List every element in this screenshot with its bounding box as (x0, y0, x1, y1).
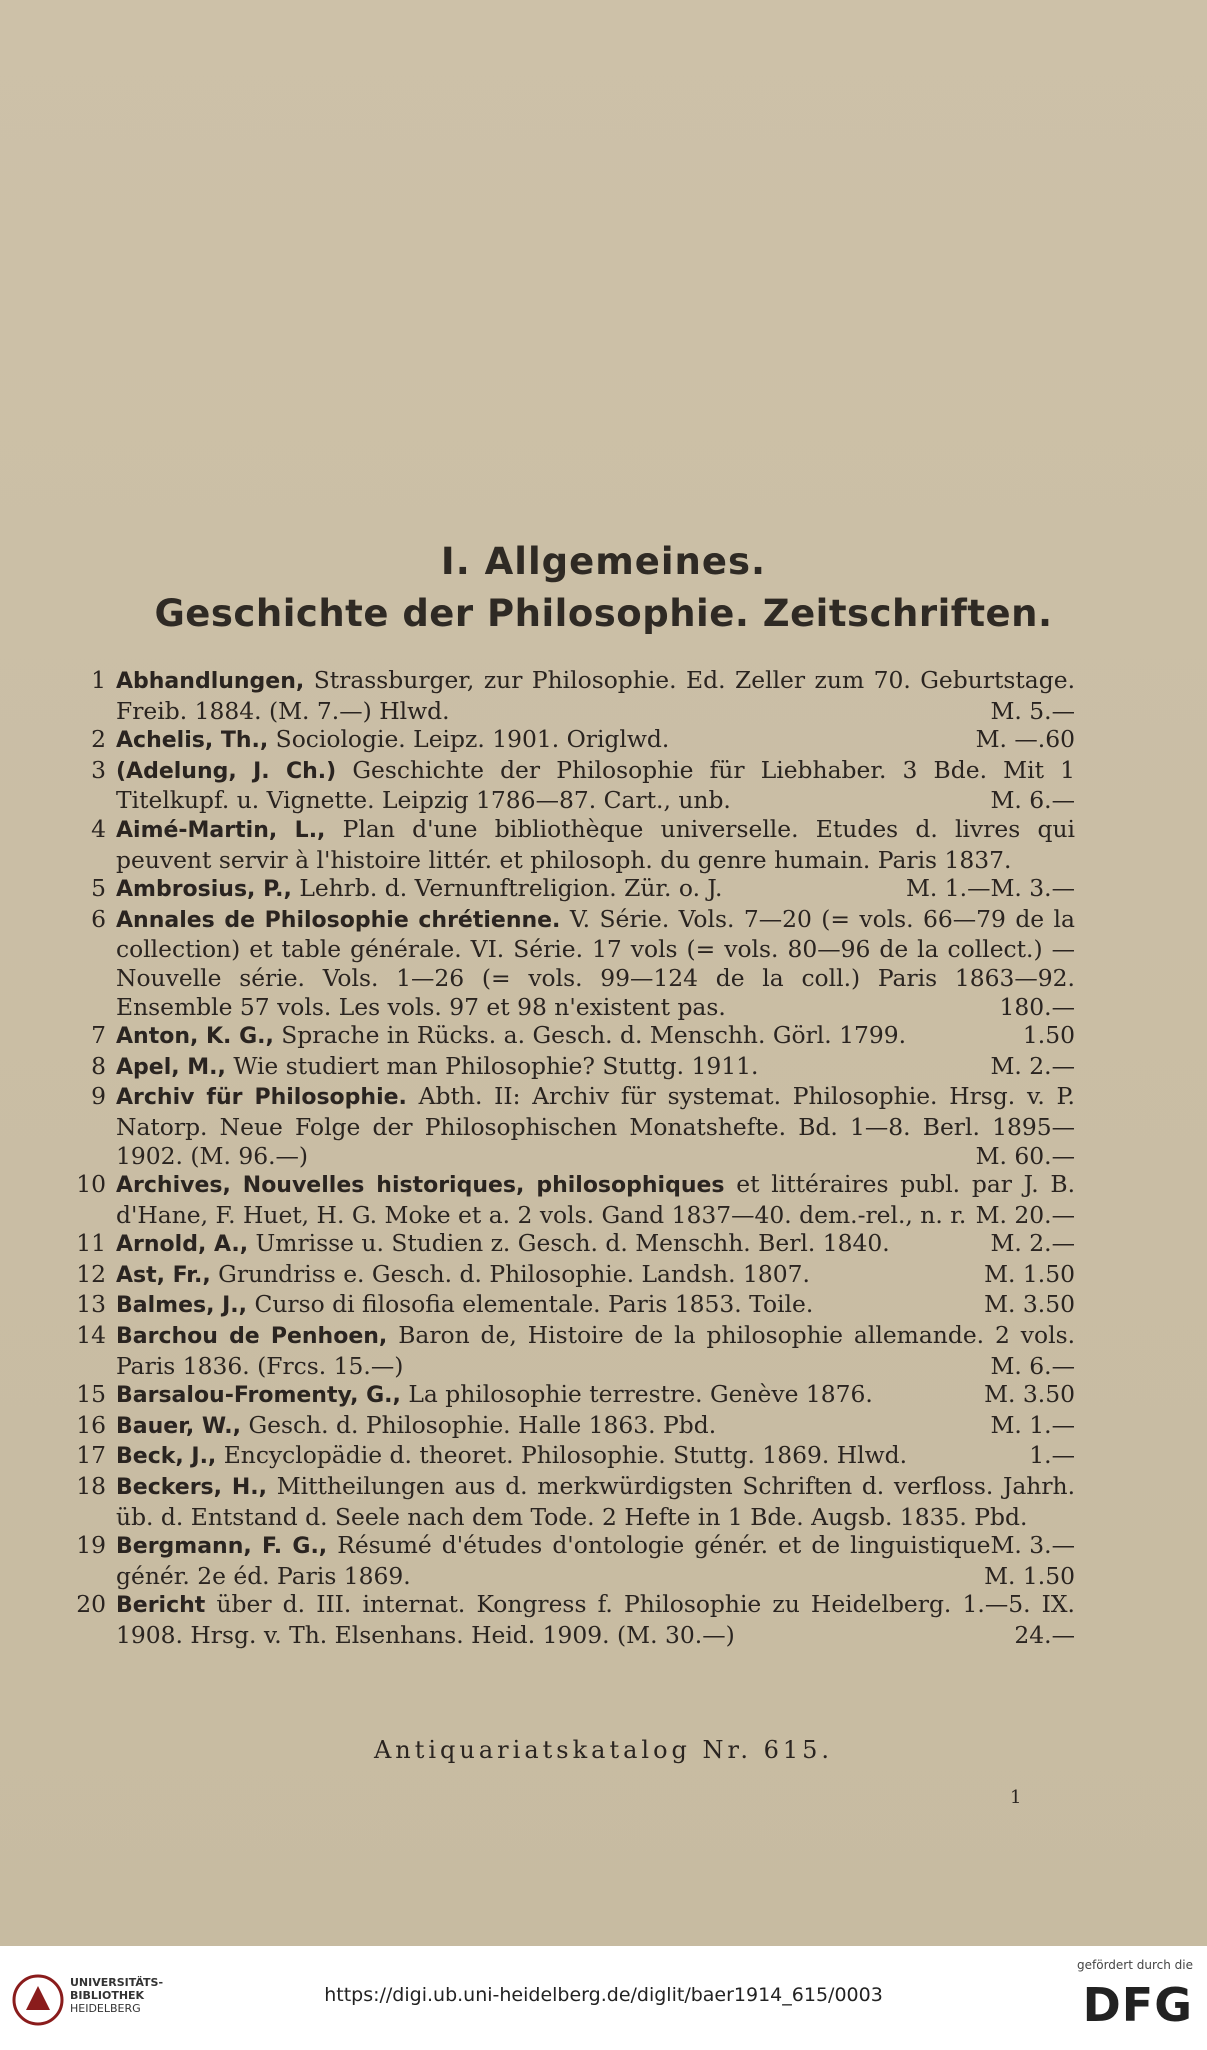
entry-keyword: Archiv für Philosophie. (116, 1085, 407, 1111)
entry-number: 12 (76, 1259, 106, 1288)
entry-text: Plan d'une bibliothèque universelle. Etudes d. livres qui peuvent servir à l'histoire littér. et philosoph. du genre humain. Paris 1837. (116, 814, 1076, 874)
entry-text: Résumé d'études d'ontologie génér. et de linguistique génér. 2e éd. Paris 1869. (116, 1531, 991, 1590)
catalog-entry (70, 874, 1075, 905)
catalog-entries (70, 666, 1075, 1650)
entry-number: 16 (76, 1410, 106, 1439)
entry-text: Mittheilungen aus d. merkwürdigsten Schriften d. verfloss. Jahrh. üb. d. Entstand d. Seele nach dem Tode. 2 Hefte in 1 Bde. Augsb. 1835. Pbd. (116, 1472, 1076, 1531)
entry-price: M. 1.— (990, 1410, 1075, 1439)
entry-number: 3 (91, 755, 106, 784)
page-number: 1 (1010, 1787, 1022, 1808)
entry-number: 20 (76, 1590, 106, 1619)
catalog-entry (70, 1082, 1075, 1170)
catalog-entry (70, 1441, 1075, 1472)
entry-keyword: Barsalou-Fromenty, G., (116, 1383, 401, 1409)
entry-number: 13 (76, 1290, 106, 1319)
entry-price: 180.— (999, 992, 1075, 1021)
entry-number: 2 (91, 725, 106, 754)
catalog-entry (70, 1411, 1075, 1442)
library-name: UNIVERSITÄTS- BIBLIOTHEK HEIDELBERG (70, 1976, 164, 2015)
entry-text: über d. III. internat. Kongress f. Philosophie zu Heidelberg. 1.—5. IX. 1908. Hrsg. v. Th. Elsenhans. Heid. 1909. (M. 30.—) (116, 1590, 1075, 1649)
entry-price: M. 20.— (975, 1200, 1075, 1229)
entry-keyword: Abhandlungen, (116, 669, 305, 694)
entry-price: 1.— (1029, 1441, 1075, 1470)
entry-price: M. —.60 (975, 725, 1075, 754)
entry-keyword: Apel, M., (116, 1054, 226, 1080)
entry-price: M. 1.50 (984, 1259, 1075, 1288)
entry-price: M. 1.50 (984, 1561, 1075, 1590)
entry-text: Umrisse u. Studien z. Gesch. d. Menschh. Berl. 1840. (255, 1229, 890, 1258)
entry-number: 15 (76, 1380, 106, 1409)
entry-number: 7 (91, 1021, 106, 1050)
entry-text: Sprache in Rücks. a. Gesch. d. Menschh. Görl. 1799. (281, 1021, 907, 1050)
entry-text: La philosophie terrestre. Genève 1876. (408, 1380, 873, 1409)
entry-price: 1.50 (1022, 1021, 1075, 1050)
entry-keyword: Annales de Philosophie chrétienne. (116, 907, 561, 933)
entry-keyword: Achelis, Th., (116, 728, 269, 754)
entry-keyword: Ambrosius, P., (116, 877, 292, 903)
entry-keyword: Arnold, A., (116, 1232, 249, 1258)
entry-price: M. 6.— (990, 786, 1075, 815)
entry-number: 10 (76, 1170, 106, 1199)
entry-price: M. 6.— (990, 1351, 1075, 1380)
catalog-entry (70, 1021, 1075, 1052)
entry-price: M. 3.50 (984, 1380, 1075, 1409)
entry-keyword: Anton, K. G., (116, 1024, 274, 1050)
catalog-entry (70, 1052, 1075, 1083)
entry-text: Grundriss e. Gesch. d. Philosophie. Landsh. 1807. (218, 1259, 810, 1288)
catalog-footer: Antiquariatskatalog Nr. 615. (373, 1736, 834, 1764)
catalog-entry (70, 1590, 1075, 1649)
entry-number: 9 (91, 1082, 106, 1111)
entry-price: M. 5.— (990, 696, 1075, 725)
entry-text: et littéraires publ. par J. B. d'Hane, F. Huet, H. G. Moke et a. 2 vols. Gand 1837—40. dem.-rel., n. r. (116, 1170, 1076, 1229)
entry-number: 6 (91, 904, 106, 933)
entry-price: M. 1.— (905, 874, 991, 903)
entry-text: Wie studiert man Philosophie? Stuttg. 1911. (233, 1051, 759, 1080)
catalog-entry (70, 1380, 1075, 1411)
entry-text: Sociologie. Leipz. 1901. Origlwd. (275, 725, 670, 754)
entry-number: 5 (91, 874, 106, 903)
entry-keyword: Bauer, W., (116, 1413, 242, 1439)
entry-text: Encyclopädie d. theoret. Philosophie. Stuttg. 1869. Hlwd. (223, 1441, 908, 1470)
catalog-entry (70, 1229, 1075, 1260)
entry-number: 4 (91, 814, 106, 843)
entry-text: Baron de, Histoire de la philosophie allemande. 2 vols. Paris 1836. (Frcs. 15.—) (116, 1321, 1076, 1380)
entry-number: 19 (76, 1531, 106, 1560)
catalog-entry (70, 1260, 1075, 1291)
entry-price: M. 3.— (990, 874, 1075, 903)
entry-keyword: (Adelung, J. Ch.) (116, 758, 337, 784)
entry-price: M. 2.— (990, 1051, 1075, 1080)
entry-text: Geschichte der Philosophie für Liebhaber. 3 Bde. Mit 1 Titelkupf. u. Vignette. Leipzig 1786—87. Cart., unb. (116, 755, 1075, 815)
entry-keyword: Aimé-Martin, L., (116, 817, 326, 843)
entry-keyword: Ast, Fr., (116, 1262, 211, 1288)
document-url-link[interactable]: https://digi.ub.uni-heidelberg.de/diglit/baer1914_615/0003 (324, 1984, 883, 2006)
catalog-entry (70, 1290, 1075, 1321)
funding-note: gefördert durch die (1077, 1958, 1193, 1972)
entry-number: 17 (76, 1441, 106, 1470)
entry-text: V. Série. Vols. 7—20 (= vols. 66—79 de la collection) et table générale. VI. Série. 17 vols (= vols. 80—96 de la collect.) — Nouvelle série. Vols. 1—26 (= vols. 99—124 de la coll.) Paris 1863—92. Ensemble 57 vols. Les vols. 97 et 98 n'existent pas. (116, 904, 1075, 1021)
catalog-entry (70, 1321, 1075, 1380)
entry-price: M. 60.— (975, 1141, 1075, 1170)
entry-number: 8 (91, 1051, 106, 1080)
entry-number: 11 (76, 1229, 106, 1258)
entry-price: M. 3.50 (984, 1290, 1075, 1319)
dfg-logo: DFG (1082, 1978, 1193, 2032)
entry-number: 18 (76, 1472, 106, 1501)
section-subtitle: Geschichte der Philosophie. Zeitschriften. (154, 592, 1053, 635)
catalog-entry (70, 756, 1075, 815)
catalog-entry (70, 1531, 1075, 1590)
entry-number: 14 (76, 1321, 106, 1350)
entry-keyword: Bericht (116, 1593, 206, 1619)
entry-text: Strassburger, zur Philosophie. Ed. Zeller zum 70. Geburtstage. Freib. 1884. (M. 7.—) Hlwd. (116, 666, 1075, 725)
entry-keyword: Beckers, H., (116, 1475, 268, 1501)
entry-price: 24.— (1014, 1621, 1075, 1649)
entry-number: 1 (91, 666, 106, 694)
entry-text: Lehrb. d. Vernunftreligion. Zür. o. J. (299, 874, 723, 903)
entry-keyword: Barchou de Penhoen, (116, 1324, 388, 1350)
entry-keyword: Beck, J., (116, 1444, 217, 1470)
catalog-entry (70, 905, 1075, 1021)
entry-keyword: Balmes, J., (116, 1293, 248, 1319)
section-title: I. Allgemeines. (440, 540, 767, 583)
entry-keyword: Archives, Nouvelles historiques, philosophiques (116, 1173, 725, 1199)
catalog-entry (70, 1170, 1075, 1229)
entry-keyword: Bergmann, F. G., (116, 1534, 328, 1560)
catalog-entry (70, 725, 1075, 756)
viewer-footer-bar (0, 1946, 1207, 2050)
entry-price: M. 2.— (990, 1229, 1075, 1258)
catalog-entry (70, 666, 1075, 725)
entry-text: Curso di filosofia elementale. Paris 1853. Toile. (254, 1290, 814, 1319)
entry-text: Gesch. d. Philosophie. Halle 1863. Pbd. (248, 1410, 717, 1439)
entry-text: Abth. II: Archiv für systemat. Philosophie. Hrsg. v. P. Natorp. Neue Folge der Philosophischen Monatshefte. Bd. 1—8. Berl. 1895—1902. (M. 96.—) (116, 1082, 1075, 1170)
entry-price: M. 3.— (990, 1531, 1075, 1560)
